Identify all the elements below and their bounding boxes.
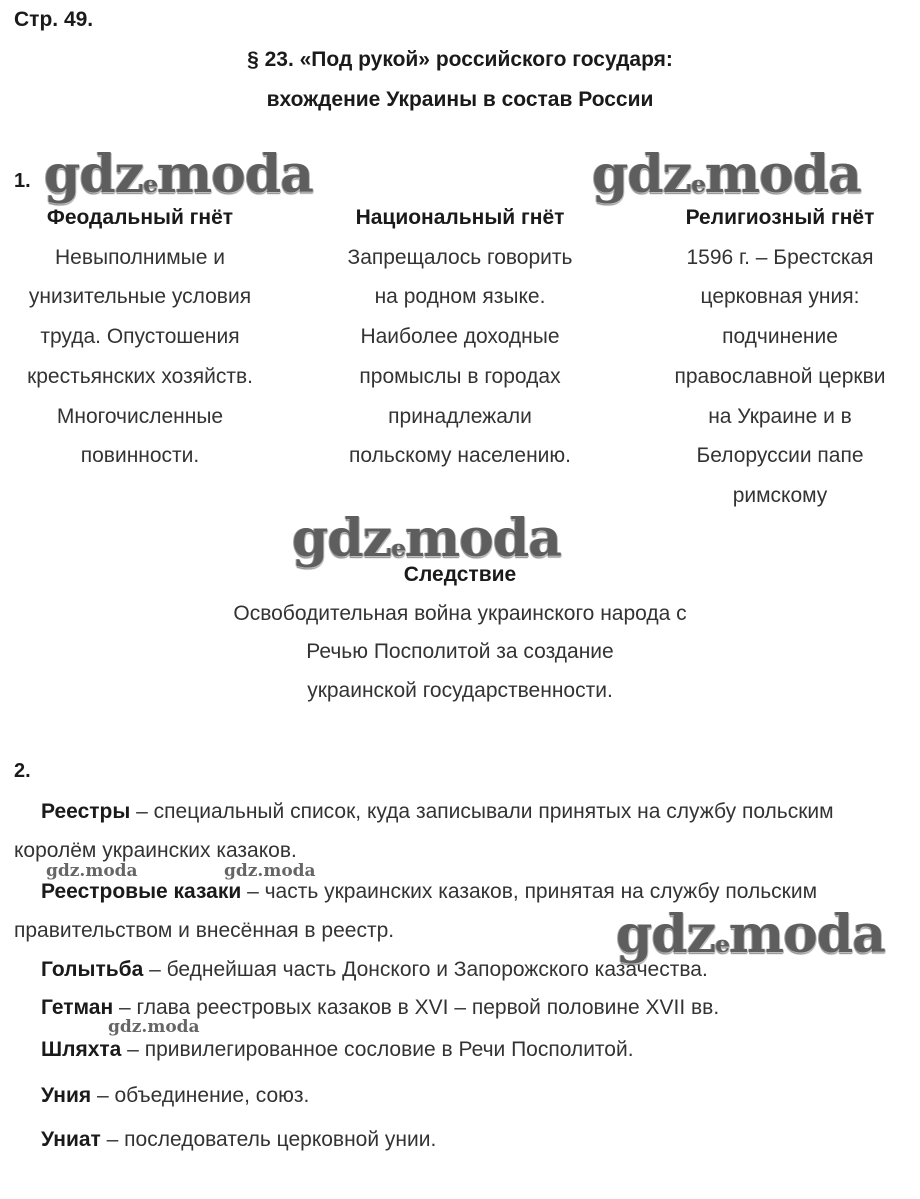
definition-union (14, 1076, 910, 1115)
definition: – часть украинских казаков, принятая на службу польским (241, 880, 818, 903)
task1-number: 1. (14, 170, 31, 192)
watermark-logo: gdzemoda (592, 144, 861, 205)
feudal-oppression-column (0, 198, 280, 476)
column-line: промыслы в городах (359, 364, 561, 388)
definition: – объединение, союз. (91, 1084, 310, 1107)
definition: – привилегированное сословие в Речи Посполитой. (121, 1038, 634, 1061)
column-line: церковная уния: (700, 285, 860, 309)
column-line: Белоруссии папе (696, 444, 864, 468)
watermark-logo-small: gdz.moda (224, 861, 316, 881)
watermark-logo-small: gdz.moda (108, 1017, 200, 1037)
column-heading: Национальный гнёт (355, 206, 565, 229)
column-line: унизительные условия (28, 285, 252, 309)
column-line: повинности. (80, 444, 200, 468)
national-oppression-column (310, 198, 610, 476)
watermark-logo: gdzemoda (44, 144, 313, 205)
term: Голытьба (41, 958, 144, 981)
column-line: принадлежали (388, 404, 532, 428)
definition: – глава реестровых казаков в XVI – первой половине XVII вв. (113, 996, 720, 1019)
consequence-line: Речью Посполитой за создание (306, 640, 614, 664)
column-line: на Украине и в (708, 404, 852, 428)
consequence-line: Освободительная война украинского народа с (233, 601, 687, 625)
definition-continuation: королём украинских казаков. (14, 839, 297, 862)
column-line: Невыполнимые и (54, 245, 226, 269)
consequence-line: украинской государственности. (307, 678, 613, 702)
column-line: римскому (732, 483, 828, 507)
consequence-block (0, 556, 920, 710)
definition: – беднейшая часть Донского и Запорожского казачества. (143, 958, 708, 981)
term: Уния (41, 1084, 92, 1107)
definition: – последователь церковной унии. (100, 1128, 437, 1151)
column-line: польскому населению. (349, 444, 571, 468)
section-title-line2: вхождение Украины в состав России (266, 88, 654, 111)
column-line: православной церкви (674, 364, 886, 388)
term: Униат (41, 1128, 101, 1151)
definition-golytba (14, 950, 910, 989)
watermark-logo-small: gdz.moda (46, 861, 138, 881)
column-heading: Религиозный гнёт (685, 206, 875, 229)
column-line: Наиболее доходные (360, 325, 560, 349)
term: Гетман (41, 996, 114, 1019)
term: Шляхта (41, 1038, 122, 1061)
column-line: подчинение (722, 325, 838, 349)
watermark-logo: gdzemoda (292, 508, 561, 569)
religious-oppression-column (650, 198, 910, 516)
column-line: Запрещалось говорить (347, 245, 573, 269)
column-line: Многочисленные (56, 404, 224, 428)
watermark-logo: gdzemoda (616, 904, 885, 965)
definition-uniate (14, 1120, 910, 1159)
definition: – специальный список, куда записывали принятых на службу польским (130, 800, 834, 823)
definition-szlachta (14, 1030, 910, 1069)
column-line: на родном языке. (374, 285, 546, 309)
task2-number: 2. (14, 760, 31, 782)
column-line: крестьянских хозяйств. (27, 364, 253, 388)
term: Реестровые казаки (41, 880, 242, 903)
definition-continuation: правительством и внесённая в реестр. (14, 919, 395, 942)
definition-registers (14, 792, 910, 870)
column-heading: Феодальный гнёт (46, 206, 234, 229)
column-line: труда. Опустошения (40, 325, 240, 349)
term: Реестры (41, 800, 131, 823)
consequence-heading: Следствие (403, 563, 517, 586)
column-line: 1596 г. – Брестская (686, 245, 874, 269)
section-title-line1: § 23. «Под рукой» российского государя: (247, 48, 673, 71)
page-number: Стр. 49. (14, 8, 94, 31)
